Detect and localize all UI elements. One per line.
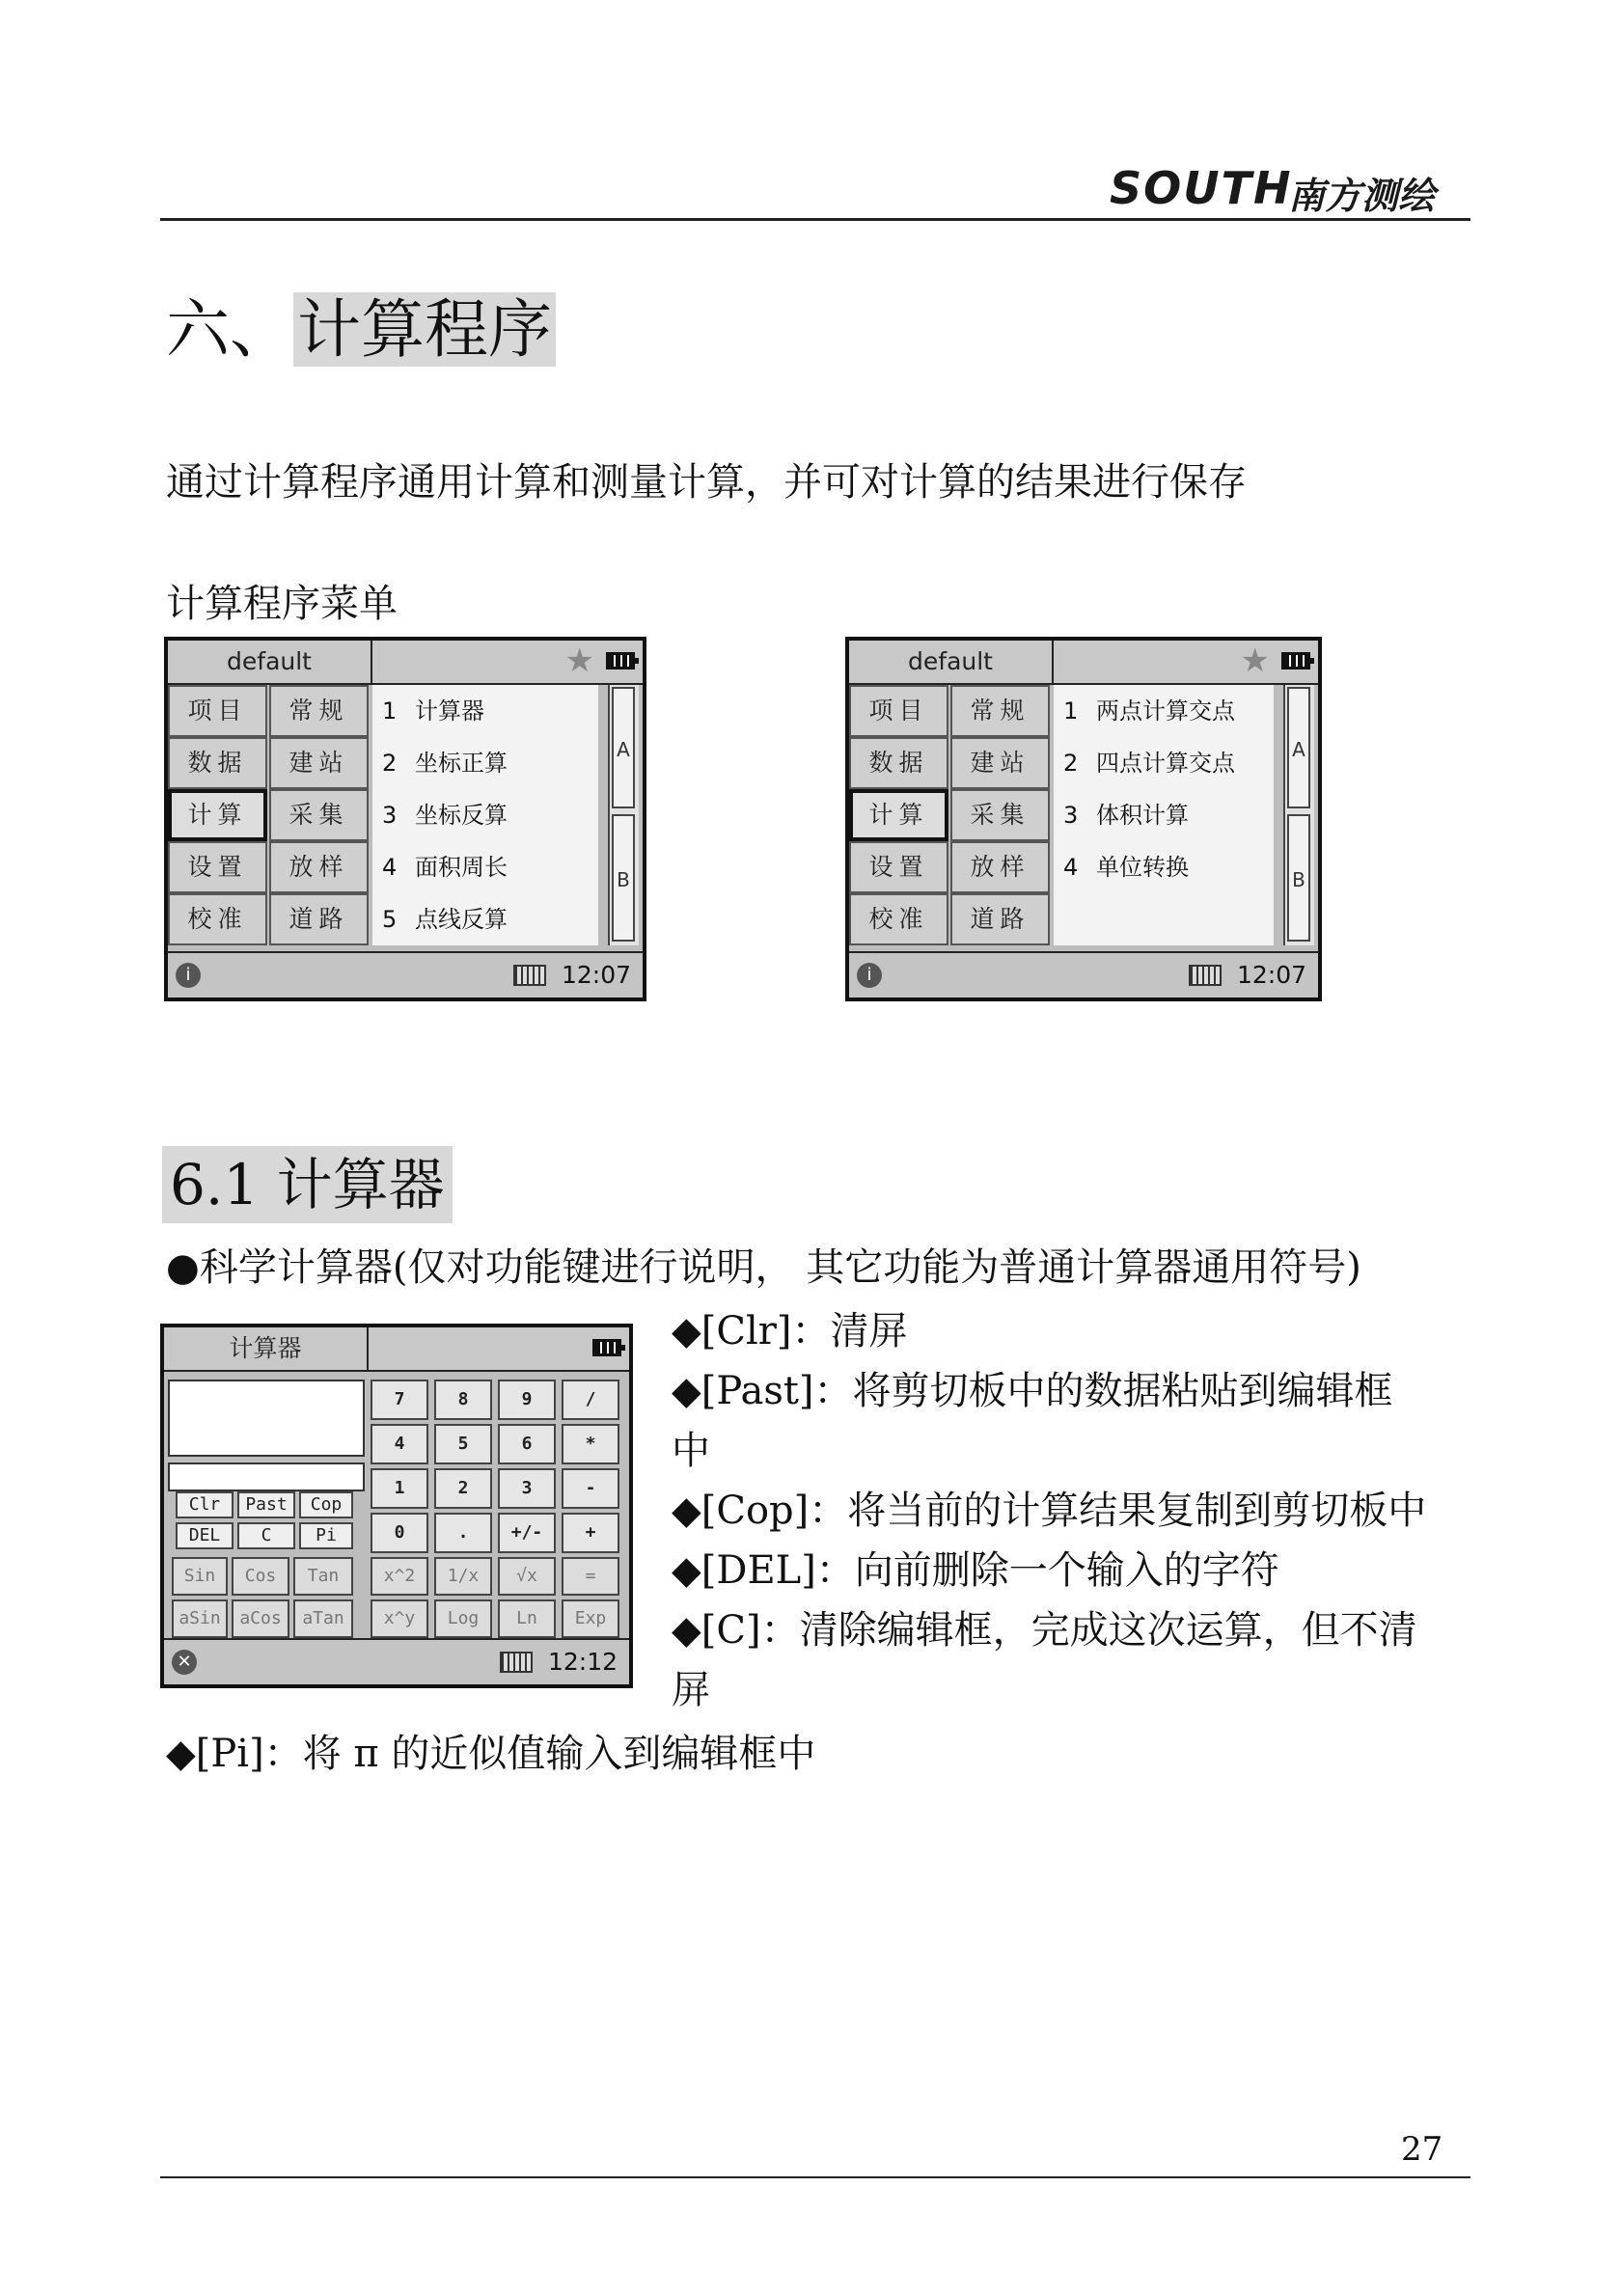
desc-line: ◆[C]：清除编辑框，完成这次运算，但不清 — [672, 1608, 1417, 1653]
key-9[interactable]: 9 — [498, 1380, 556, 1420]
screen-top-bar — [168, 641, 643, 685]
key-cos[interactable]: Cos — [232, 1557, 289, 1596]
calculator-title: 计算器 — [164, 1327, 369, 1370]
submenu-list — [1054, 685, 1274, 945]
key-ln[interactable]: Ln — [498, 1599, 556, 1638]
key-0[interactable]: 0 — [371, 1513, 428, 1553]
info-icon[interactable]: i — [857, 963, 882, 988]
menu-item-road[interactable]: 道路 — [950, 893, 1050, 945]
key-sin[interactable]: Sin — [172, 1557, 228, 1596]
section-heading: 六、计算程序 — [166, 284, 556, 376]
menu-item-calibrate[interactable]: 校准 — [168, 893, 267, 945]
screen-top-bar — [849, 641, 1318, 685]
page-number: 27 — [1401, 2130, 1443, 2169]
menu-item-calculate[interactable]: 计算 — [849, 789, 948, 841]
desc-line: 中 — [672, 1429, 710, 1473]
list-item[interactable]: 2 坐标正算 — [382, 750, 508, 777]
key-decimal[interactable]: . — [434, 1513, 492, 1553]
menu-item-data[interactable]: 数据 — [168, 737, 267, 789]
key-2[interactable]: 2 — [434, 1468, 492, 1509]
key-log[interactable]: Log — [434, 1599, 492, 1638]
key-8[interactable]: 8 — [434, 1380, 492, 1420]
menu-caption: 计算程序菜单 — [166, 582, 398, 626]
screen-status-bar — [849, 951, 1318, 998]
project-name: default — [849, 641, 1054, 683]
desc-line: ◆[Cop]：将当前的计算结果复制到剪切板中 — [672, 1489, 1427, 1533]
list-item[interactable]: 5 点线反算 — [382, 906, 508, 933]
key-reciprocal[interactable]: 1/x — [434, 1557, 492, 1596]
screen-status-bar — [168, 951, 643, 998]
page-b-button[interactable]: B — [612, 814, 635, 942]
header-rule — [160, 218, 1470, 221]
subsection-heading: 6.1 计算器 — [162, 1146, 453, 1223]
brand-name-cn: 南方测绘 — [1288, 175, 1436, 217]
key-tan[interactable]: Tan — [293, 1557, 353, 1596]
result-display — [168, 1380, 365, 1457]
star-icon[interactable]: ★ — [564, 642, 594, 680]
menu-item-calculate[interactable]: 计算 — [168, 789, 267, 841]
key-acos[interactable]: aCos — [232, 1599, 289, 1638]
device-screen-calc-menu — [164, 637, 646, 1001]
info-icon[interactable]: i — [176, 963, 201, 988]
menu-item-station[interactable]: 建站 — [950, 737, 1050, 789]
device-screen-calculator — [160, 1324, 633, 1688]
footer-rule — [160, 2176, 1470, 2178]
desc-line: ◆[DEL]：向前删除一个输入的字符 — [672, 1548, 1279, 1593]
list-item[interactable]: 3 体积计算 — [1063, 802, 1189, 829]
menu-item-stakeout[interactable]: 放样 — [950, 841, 1050, 893]
page-scrollbar[interactable] — [1283, 685, 1314, 945]
menu-item-collect[interactable]: 采集 — [269, 789, 369, 841]
menu-item-general[interactable]: 常规 — [269, 685, 369, 737]
key-7[interactable]: 7 — [371, 1380, 428, 1420]
key-asin[interactable]: aSin — [172, 1599, 228, 1638]
screen-status-bar — [164, 1638, 629, 1684]
keyboard-icon[interactable] — [513, 965, 546, 986]
device-screen-survey-calc — [845, 637, 1322, 1001]
key-minus[interactable]: - — [562, 1468, 619, 1509]
menu-item-data[interactable]: 数据 — [849, 737, 948, 789]
clock: 12:12 — [547, 1648, 618, 1676]
key-3[interactable]: 3 — [498, 1468, 556, 1509]
clock: 12:07 — [1236, 961, 1306, 989]
key-square[interactable]: x^2 — [371, 1557, 428, 1596]
menu-item-collect[interactable]: 采集 — [950, 789, 1050, 841]
south-logo: SOUTH — [1110, 162, 1293, 214]
star-icon[interactable]: ★ — [1240, 642, 1270, 680]
close-icon[interactable]: ✕ — [172, 1650, 197, 1675]
battery-icon — [1281, 652, 1310, 670]
battery-icon — [592, 1339, 621, 1356]
menu-item-settings[interactable]: 设置 — [168, 841, 267, 893]
key-exp[interactable]: Exp — [562, 1599, 619, 1638]
key-sqrt[interactable]: √x — [498, 1557, 556, 1596]
page-b-button[interactable]: B — [1287, 814, 1310, 942]
c-key[interactable]: C — [237, 1522, 295, 1549]
key-plus[interactable]: + — [562, 1513, 619, 1553]
calculator-intro-bullet: ●科学计算器(仅对功能键进行说明， 其它功能为普通计算器通用符号) — [166, 1245, 1361, 1290]
key-atan[interactable]: aTan — [293, 1599, 353, 1638]
submenu-list — [372, 685, 598, 945]
pi-description: ◆[Pi]：将 π 的近似值输入到编辑框中 — [166, 1732, 816, 1776]
page-a-button[interactable]: A — [1287, 687, 1310, 808]
pi-key[interactable]: Pi — [299, 1522, 353, 1549]
list-item[interactable]: 1 两点计算交点 — [1063, 697, 1235, 724]
intro-text: 通过计算程序通用计算和测量计算，并可对计算的结果进行保存 — [166, 460, 1247, 505]
past-key[interactable]: Past — [237, 1491, 295, 1518]
menu-item-general[interactable]: 常规 — [950, 685, 1050, 737]
clr-key[interactable]: Clr — [176, 1491, 234, 1518]
clock: 12:07 — [561, 961, 631, 989]
desc-line: 屏 — [672, 1668, 710, 1712]
key-6[interactable]: 6 — [498, 1424, 556, 1464]
list-item[interactable]: 3 坐标反算 — [382, 802, 508, 829]
page-a-button[interactable]: A — [612, 687, 635, 808]
list-item[interactable]: 4 面积周长 — [382, 854, 508, 881]
menu-item-station[interactable]: 建站 — [269, 737, 369, 789]
keyboard-icon[interactable] — [500, 1652, 533, 1673]
key-multiply[interactable]: * — [562, 1424, 619, 1464]
menu-item-road[interactable]: 道路 — [269, 893, 369, 945]
key-power[interactable]: x^y — [371, 1599, 428, 1638]
key-4[interactable]: 4 — [371, 1424, 428, 1464]
menu-item-stakeout[interactable]: 放样 — [269, 841, 369, 893]
menu-item-project[interactable]: 项目 — [849, 685, 948, 737]
desc-line: ◆[Clr]：清屏 — [672, 1309, 908, 1353]
cop-key[interactable]: Cop — [299, 1491, 353, 1518]
list-item[interactable]: 1 计算器 — [382, 697, 484, 724]
project-name: default — [168, 641, 372, 683]
menu-item-calibrate[interactable]: 校准 — [849, 893, 948, 945]
key-equals[interactable]: = — [562, 1557, 619, 1596]
del-key[interactable]: DEL — [176, 1522, 234, 1549]
battery-icon — [606, 652, 635, 670]
edit-box[interactable] — [168, 1462, 365, 1491]
desc-line: ◆[Past]：将剪切板中的数据粘贴到编辑框 — [672, 1369, 1393, 1413]
menu-item-settings[interactable]: 设置 — [849, 841, 948, 893]
screen-top-bar — [164, 1327, 629, 1372]
key-1[interactable]: 1 — [371, 1468, 428, 1509]
list-item[interactable]: 4 单位转换 — [1063, 854, 1189, 881]
key-5[interactable]: 5 — [434, 1424, 492, 1464]
key-sign[interactable]: +/- — [498, 1513, 556, 1553]
section-heading-highlight: 计算程序 — [293, 292, 556, 367]
list-item[interactable]: 2 四点计算交点 — [1063, 750, 1235, 777]
key-divide[interactable]: / — [562, 1380, 619, 1420]
page-scrollbar[interactable] — [608, 685, 639, 945]
menu-item-project[interactable]: 项目 — [168, 685, 267, 737]
keyboard-icon[interactable] — [1189, 965, 1222, 986]
